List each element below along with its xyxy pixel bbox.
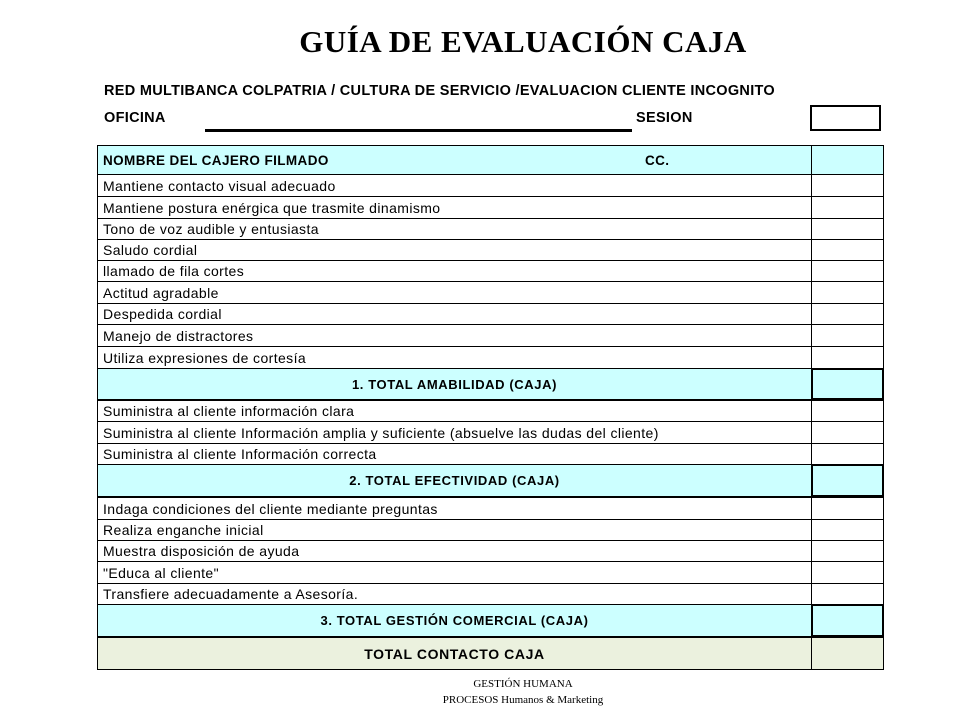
score-cell[interactable] (811, 561, 884, 584)
total-row-amabilidad (97, 368, 884, 400)
table-row (97, 540, 884, 562)
cc-label: CC. (645, 152, 670, 168)
table-row (97, 324, 884, 347)
score-cell[interactable] (811, 443, 884, 465)
criterion-label: Muestra disposición de ayuda (97, 540, 812, 562)
score-cell[interactable] (811, 540, 884, 562)
criterion-label: Suministra al cliente Información correcta (97, 443, 812, 465)
table-row (97, 400, 884, 422)
criterion-label: Suministra al cliente información clara (97, 400, 812, 422)
header-row (97, 145, 884, 175)
score-cell[interactable] (811, 174, 884, 197)
score-cell[interactable] (811, 421, 884, 444)
score-cell[interactable] (811, 303, 884, 325)
cajero-name-cell[interactable] (97, 145, 812, 175)
criterion-label: Actitud agradable (97, 281, 812, 304)
subtitle: RED MULTIBANCA COLPATRIA / CULTURA DE SERVICIO /EVALUACION CLIENTE INCOGNITO (104, 83, 776, 99)
criterion-label: Despedida cordial (97, 303, 812, 325)
score-cell[interactable] (811, 281, 884, 304)
table-row (97, 346, 884, 369)
score-cell[interactable] (811, 260, 884, 282)
criterion-label: Manejo de distractores (97, 324, 812, 347)
score-cell[interactable] (811, 400, 884, 422)
score-cell[interactable] (811, 196, 884, 219)
table-row (97, 519, 884, 541)
total-score-cell[interactable] (811, 604, 884, 637)
table-row (97, 174, 884, 197)
score-cell[interactable] (811, 497, 884, 520)
footer-line-1: GESTIÓN HUMANA (473, 678, 573, 690)
total-label: 3. TOTAL GESTIÓN COMERCIAL (CAJA) (97, 604, 812, 637)
criterion-label: Indaga condiciones del cliente mediante preguntas (97, 497, 812, 520)
total-label: 2. TOTAL EFECTIVIDAD (CAJA) (97, 464, 812, 497)
total-label: 1. TOTAL AMABILIDAD (CAJA) (97, 368, 812, 400)
criterion-label: Transfiere adecuadamente a Asesoría. (97, 583, 812, 605)
criterion-label: "Educa al cliente" (97, 561, 812, 584)
criterion-label: Utiliza expresiones de cortesía (97, 346, 812, 369)
score-cell[interactable] (811, 346, 884, 369)
table-row (97, 260, 884, 282)
table-row (97, 583, 884, 605)
score-cell[interactable] (811, 583, 884, 605)
table-row (97, 303, 884, 325)
table-row (97, 443, 884, 465)
grand-total-row (97, 637, 884, 670)
table-row (97, 239, 884, 261)
score-cell[interactable] (811, 218, 884, 240)
criterion-label: Realiza enganche inicial (97, 519, 812, 541)
total-row-efectividad (97, 464, 884, 497)
total-score-cell[interactable] (811, 368, 884, 400)
total-row-gestion-comercial (97, 604, 884, 637)
table-row (97, 497, 884, 520)
total-score-cell[interactable] (811, 464, 884, 497)
grand-total-score-cell[interactable] (811, 637, 884, 670)
score-cell[interactable] (811, 519, 884, 541)
criterion-label: Mantiene postura enérgica que trasmite dinamismo (97, 196, 812, 219)
cajero-name-label: NOMBRE DEL CAJERO FILMADO (103, 152, 329, 168)
criterion-label: Suministra al cliente Información amplia y suficiente (absuelve las dudas del cliente) (97, 421, 812, 444)
sesion-label: SESION (636, 110, 693, 126)
table-row (97, 281, 884, 304)
footer-line-2: PROCESOS Humanos & Marketing (442, 694, 604, 706)
table-row (97, 561, 884, 584)
score-cell[interactable] (811, 239, 884, 261)
score-cell[interactable] (811, 324, 884, 347)
table-row (97, 218, 884, 240)
criterion-label: Mantiene contacto visual adecuado (97, 174, 812, 197)
criterion-label: llamado de fila cortes (97, 260, 812, 282)
page-title: GUÍA DE EVALUACIÓN CAJA (299, 24, 747, 59)
header-score-cell[interactable] (811, 145, 884, 175)
criterion-label: Tono de voz audible y entusiasta (97, 218, 812, 240)
oficina-label: OFICINA (104, 110, 166, 126)
grand-total-label: TOTAL CONTACTO CAJA (97, 637, 812, 670)
table-row (97, 196, 884, 219)
criterion-label: Saludo cordial (97, 239, 812, 261)
table-row (97, 421, 884, 444)
